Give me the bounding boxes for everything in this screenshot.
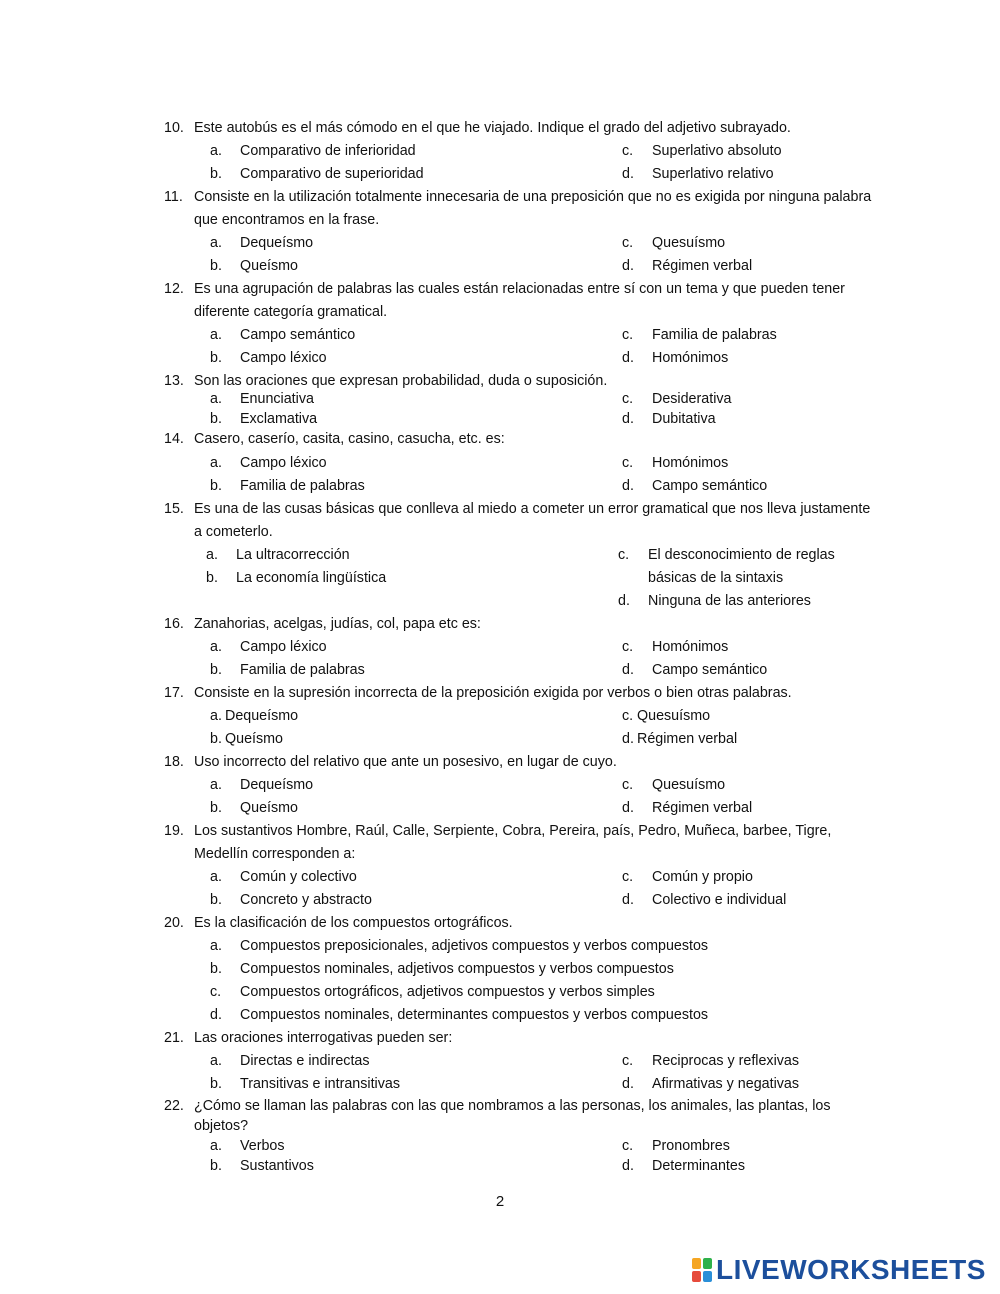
question-number: 22. bbox=[164, 1098, 184, 1114]
option-c[interactable]: c. Común y propio bbox=[622, 869, 753, 885]
option-list bbox=[0, 544, 1000, 613]
option-a[interactable]: a. Enunciativa bbox=[210, 391, 314, 407]
option-d[interactable]: d. Régimen verbal bbox=[622, 800, 753, 816]
option-a[interactable]: a. La ultracorrección bbox=[206, 547, 350, 563]
option-c[interactable]: c. Familia de palabras bbox=[622, 327, 777, 343]
question bbox=[0, 429, 1000, 498]
option-c[interactable]: c. Pronombres bbox=[622, 1138, 730, 1154]
question bbox=[0, 370, 1000, 429]
question-list bbox=[0, 117, 1000, 1176]
option-a[interactable]: a. Dequeísmo bbox=[210, 708, 299, 724]
option-list bbox=[0, 1136, 1000, 1176]
option-d[interactable]: d. Homónimos bbox=[622, 350, 729, 366]
option-d[interactable]: d. Campo semántico bbox=[622, 478, 768, 494]
question-stem bbox=[0, 912, 874, 935]
option-list bbox=[0, 140, 1000, 186]
option-a[interactable]: a. Común y colectivo bbox=[210, 869, 357, 885]
option-list bbox=[0, 452, 1000, 498]
question-text: Son las oraciones que expresan probabilidad, duda o suposición. bbox=[194, 373, 608, 389]
option-b[interactable]: b. Campo léxico bbox=[210, 350, 327, 366]
option-b[interactable]: b. Queísmo bbox=[210, 800, 299, 816]
option-d[interactable]: d. Determinantes bbox=[622, 1158, 745, 1174]
option-list bbox=[0, 866, 1000, 912]
option-c[interactable]: c. Quesuísmo bbox=[622, 777, 726, 793]
question bbox=[0, 186, 1000, 278]
option-a[interactable]: a. Campo léxico bbox=[210, 455, 327, 471]
option-list bbox=[0, 232, 1000, 278]
question-text: Este autobús es el más cómodo en el que he viajado. Indique el grado del adjetivo subrayado. bbox=[194, 120, 791, 136]
question-text: Es una agrupación de palabras las cuales están relacionadas entre sí con un tema y que pueden tener diferente categoría gramatical. bbox=[194, 281, 845, 320]
question-number: 18. bbox=[164, 754, 184, 770]
option-c[interactable]: c. Reciprocas y reflexivas bbox=[622, 1053, 799, 1069]
logo-tile-2 bbox=[703, 1258, 712, 1269]
question-stem bbox=[0, 278, 874, 324]
option-d[interactable]: d. Régimen verbal bbox=[622, 258, 753, 274]
question-stem bbox=[0, 186, 874, 232]
question bbox=[0, 498, 1000, 613]
question-text: Los sustantivos Hombre, Raúl, Calle, Serpiente, Cobra, Pereira, país, Pedro, Muñeca, barbee, Tigre, Medellín corresponden a: bbox=[194, 823, 832, 862]
option-d[interactable]: d. Dubitativa bbox=[622, 411, 716, 427]
option-a[interactable]: a. Verbos bbox=[210, 1138, 285, 1154]
question-stem bbox=[0, 613, 874, 636]
logo-tile-4 bbox=[703, 1271, 712, 1282]
option-list bbox=[0, 774, 1000, 820]
option-d[interactable]: d. Superlativo relativo bbox=[622, 166, 774, 182]
question bbox=[0, 912, 1000, 1027]
option-list bbox=[0, 1050, 1000, 1096]
question-number: 17. bbox=[164, 685, 184, 701]
option-c[interactable]: c. Superlativo absoluto bbox=[622, 143, 782, 159]
liveworksheets-logo-icon bbox=[692, 1258, 712, 1282]
question-stem bbox=[0, 751, 874, 774]
option-b[interactable]: b. Queísmo bbox=[210, 258, 299, 274]
question-text: Casero, caserío, casita, casino, casucha, etc. es: bbox=[194, 431, 505, 447]
question bbox=[0, 751, 1000, 820]
option-b[interactable]: b. Familia de palabras bbox=[210, 478, 365, 494]
question-number: 13. bbox=[164, 373, 184, 389]
liveworksheets-logo[interactable] bbox=[692, 1254, 986, 1286]
option-a[interactable]: a. Comparativo de inferioridad bbox=[210, 143, 416, 159]
option-d[interactable]: d. Afirmativas y negativas bbox=[622, 1076, 799, 1092]
question-stem bbox=[0, 1096, 874, 1136]
option-a[interactable]: a. Campo léxico bbox=[210, 639, 327, 655]
question-stem bbox=[0, 1027, 874, 1050]
question-number: 21. bbox=[164, 1030, 184, 1046]
option-b[interactable]: b. Comparativo de superioridad bbox=[210, 166, 424, 182]
liveworksheets-logo-text: LIVEWORKSHEETS bbox=[716, 1254, 986, 1285]
question-stem bbox=[0, 682, 874, 705]
question-text: Uso incorrecto del relativo que ante un posesivo, en lugar de cuyo. bbox=[194, 754, 617, 770]
question bbox=[0, 117, 1000, 186]
page-number: 2 bbox=[495, 1193, 505, 1210]
option-b[interactable]: b. Transitivas e intransitivas bbox=[210, 1076, 400, 1092]
question-stem bbox=[0, 429, 874, 449]
option-c[interactable]: c. Quesuísmo bbox=[622, 708, 711, 724]
option-d[interactable]: d. Compuestos nominales, determinantes compuestos y verbos compuestos bbox=[210, 1007, 709, 1023]
option-list bbox=[0, 636, 1000, 682]
option-a[interactable]: a. Directas e indirectas bbox=[210, 1053, 370, 1069]
question bbox=[0, 1027, 1000, 1096]
logo-tile-3 bbox=[692, 1271, 701, 1282]
question-number: 20. bbox=[164, 915, 184, 931]
option-a[interactable]: a. Dequeísmo bbox=[210, 235, 314, 251]
option-b[interactable]: b. Concreto y abstracto bbox=[210, 892, 372, 908]
question bbox=[0, 820, 1000, 912]
option-b[interactable]: b. Familia de palabras bbox=[210, 662, 365, 678]
option-d[interactable]: d. Campo semántico bbox=[622, 662, 768, 678]
option-list bbox=[0, 935, 1000, 1027]
question-text: Las oraciones interrogativas pueden ser: bbox=[194, 1030, 453, 1046]
option-b[interactable]: b. Compuestos nominales, adjetivos compuestos y verbos compuestos bbox=[210, 961, 674, 977]
question-text: Consiste en la supresión incorrecta de la preposición exigida por verbos o bien otras palabras. bbox=[194, 685, 792, 701]
option-b[interactable]: b. Queísmo bbox=[210, 731, 284, 747]
question-text: ¿Cómo se llaman las palabras con las que nombramos a las personas, los animales, las plantas, los objetos? bbox=[194, 1098, 831, 1134]
question-number: 12. bbox=[164, 281, 184, 297]
question-number: 14. bbox=[164, 431, 184, 447]
option-a[interactable]: a. Compuestos preposicionales, adjetivos compuestos y verbos compuestos bbox=[210, 938, 709, 954]
option-c[interactable]: c. Desiderativa bbox=[622, 391, 732, 407]
question-text: Es una de las cusas básicas que conlleva al miedo a cometer un error gramatical que nos lleva justamente a cometerlo. bbox=[194, 501, 871, 540]
question-stem bbox=[0, 820, 874, 866]
question-stem bbox=[0, 498, 874, 544]
question-number: 19. bbox=[164, 823, 184, 839]
question-stem bbox=[0, 117, 874, 140]
option-d[interactable]: d. Ninguna de las anteriores bbox=[618, 593, 811, 609]
question bbox=[0, 682, 1000, 751]
option-c-continued: básicas de la sintaxis bbox=[648, 570, 784, 586]
option-a[interactable]: a. Dequeísmo bbox=[210, 777, 314, 793]
option-list bbox=[0, 324, 1000, 370]
option-c[interactable]: c. Homónimos bbox=[622, 455, 729, 471]
question bbox=[0, 278, 1000, 370]
option-list bbox=[0, 389, 1000, 429]
option-d[interactable]: d. Colectivo e individual bbox=[622, 892, 787, 908]
question-number: 15. bbox=[164, 501, 184, 517]
option-b[interactable]: b. La economía lingüística bbox=[206, 570, 387, 586]
question-number: 11. bbox=[164, 189, 183, 205]
option-b[interactable]: b. Sustantivos bbox=[210, 1158, 314, 1174]
question-number: 16. bbox=[164, 616, 184, 632]
question-text: Consiste en la utilización totalmente innecesaria de una preposición que no es exigida por ninguna palabra que encontramos en la frase. bbox=[194, 189, 872, 228]
option-c[interactable]: c. Compuestos ortográficos, adjetivos compuestos y verbos simples bbox=[210, 984, 655, 1000]
question-number: 10. bbox=[164, 120, 184, 136]
question-text: Es la clasificación de los compuestos ortográficos. bbox=[194, 915, 513, 931]
option-c[interactable]: c. El desconocimiento de reglas bbox=[618, 547, 835, 563]
question bbox=[0, 1096, 1000, 1176]
logo-tile-1 bbox=[692, 1258, 701, 1269]
option-d[interactable]: d. Régimen verbal bbox=[622, 731, 738, 747]
question bbox=[0, 613, 1000, 682]
option-c[interactable]: c. Quesuísmo bbox=[622, 235, 726, 251]
option-list bbox=[0, 705, 1000, 751]
option-a[interactable]: a. Campo semántico bbox=[210, 327, 356, 343]
option-c[interactable]: c. Homónimos bbox=[622, 639, 729, 655]
question-text: Zanahorias, acelgas, judías, col, papa etc es: bbox=[194, 616, 481, 632]
option-b[interactable]: b. Exclamativa bbox=[210, 411, 318, 427]
